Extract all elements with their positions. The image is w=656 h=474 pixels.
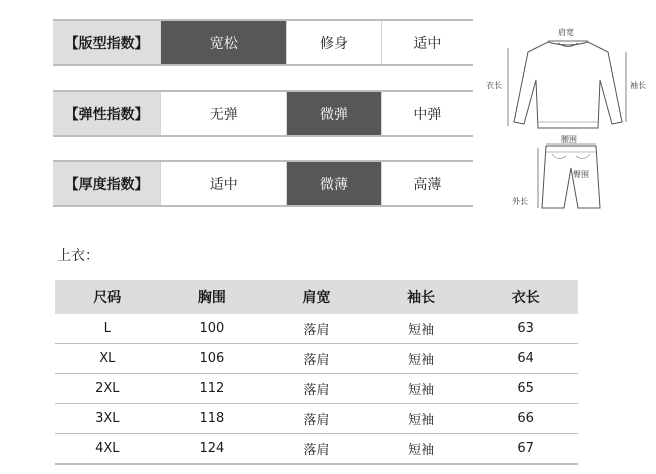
cell-sleeve: 短袖: [369, 344, 474, 374]
cell-shoulder: 落肩: [264, 434, 369, 465]
thickness-option-high-thin: 高薄: [381, 162, 473, 205]
table-row: [55, 314, 578, 344]
cell-shoulder: 落肩: [264, 314, 369, 344]
measurement-diagram: [478, 18, 656, 218]
shoulder-width-label: 肩宽: [558, 28, 574, 37]
thickness-option-thin: 微薄: [286, 162, 380, 205]
section-title: 上衣：: [57, 248, 99, 264]
cell-sleeve: 短袖: [369, 434, 474, 465]
cell-length: 65: [473, 374, 578, 404]
cell-chest: 118: [160, 404, 265, 434]
header-shoulder: 肩宽: [264, 280, 369, 314]
table-row: [55, 434, 578, 465]
table-row: [55, 404, 578, 434]
fit-index-label: 【版型指数】: [53, 21, 160, 64]
header-length: 衣长: [473, 280, 578, 314]
cell-sleeve: 短袖: [369, 404, 474, 434]
table-row: [55, 344, 578, 374]
top-garment-outline: [514, 42, 622, 128]
cell-chest: 100: [160, 314, 265, 344]
cell-size: L: [55, 314, 160, 344]
cell-size: 4XL: [55, 434, 160, 465]
size-table: [55, 280, 578, 465]
cell-shoulder: 落肩: [264, 404, 369, 434]
header-sleeve: 袖长: [369, 280, 474, 314]
elasticity-option-medium: 中弹: [381, 92, 473, 135]
cell-size: 3XL: [55, 404, 160, 434]
cell-chest: 106: [160, 344, 265, 374]
thickness-option-regular: 适中: [160, 162, 286, 205]
outer-length-label: 外长: [512, 197, 528, 206]
cell-size: 2XL: [55, 374, 160, 404]
thickness-index-row: [53, 160, 473, 207]
cell-shoulder: 落肩: [264, 374, 369, 404]
table-header-row: [55, 280, 578, 314]
cell-length: 67: [473, 434, 578, 465]
sleeve-length-label: 袖长: [630, 81, 646, 90]
fit-option-slim: 修身: [286, 21, 380, 64]
body-length-label: 衣长: [486, 81, 502, 90]
header-chest: 胸围: [160, 280, 265, 314]
cell-length: 63: [473, 314, 578, 344]
thickness-index-label: 【厚度指数】: [53, 162, 160, 205]
cell-sleeve: 短袖: [369, 314, 474, 344]
cell-size: XL: [55, 344, 160, 374]
cell-chest: 124: [160, 434, 265, 465]
cell-chest: 112: [160, 374, 265, 404]
cell-sleeve: 短袖: [369, 374, 474, 404]
fit-option-regular: 适中: [381, 21, 473, 64]
table-row: [55, 374, 578, 404]
elasticity-index-label: 【弹性指数】: [53, 92, 160, 135]
cell-length: 66: [473, 404, 578, 434]
header-size: 尺码: [55, 280, 160, 314]
pants-outline: [542, 146, 600, 208]
cell-shoulder: 落肩: [264, 344, 369, 374]
elasticity-option-none: 无弹: [160, 92, 286, 135]
elasticity-index-row: [53, 90, 473, 137]
waist-label: 腰围: [561, 135, 577, 144]
elasticity-option-slight: 微弹: [286, 92, 380, 135]
fit-option-loose: 宽松: [160, 21, 286, 64]
cell-length: 64: [473, 344, 578, 374]
hip-label: 臀围: [573, 170, 589, 179]
fit-index-row: [53, 19, 473, 66]
